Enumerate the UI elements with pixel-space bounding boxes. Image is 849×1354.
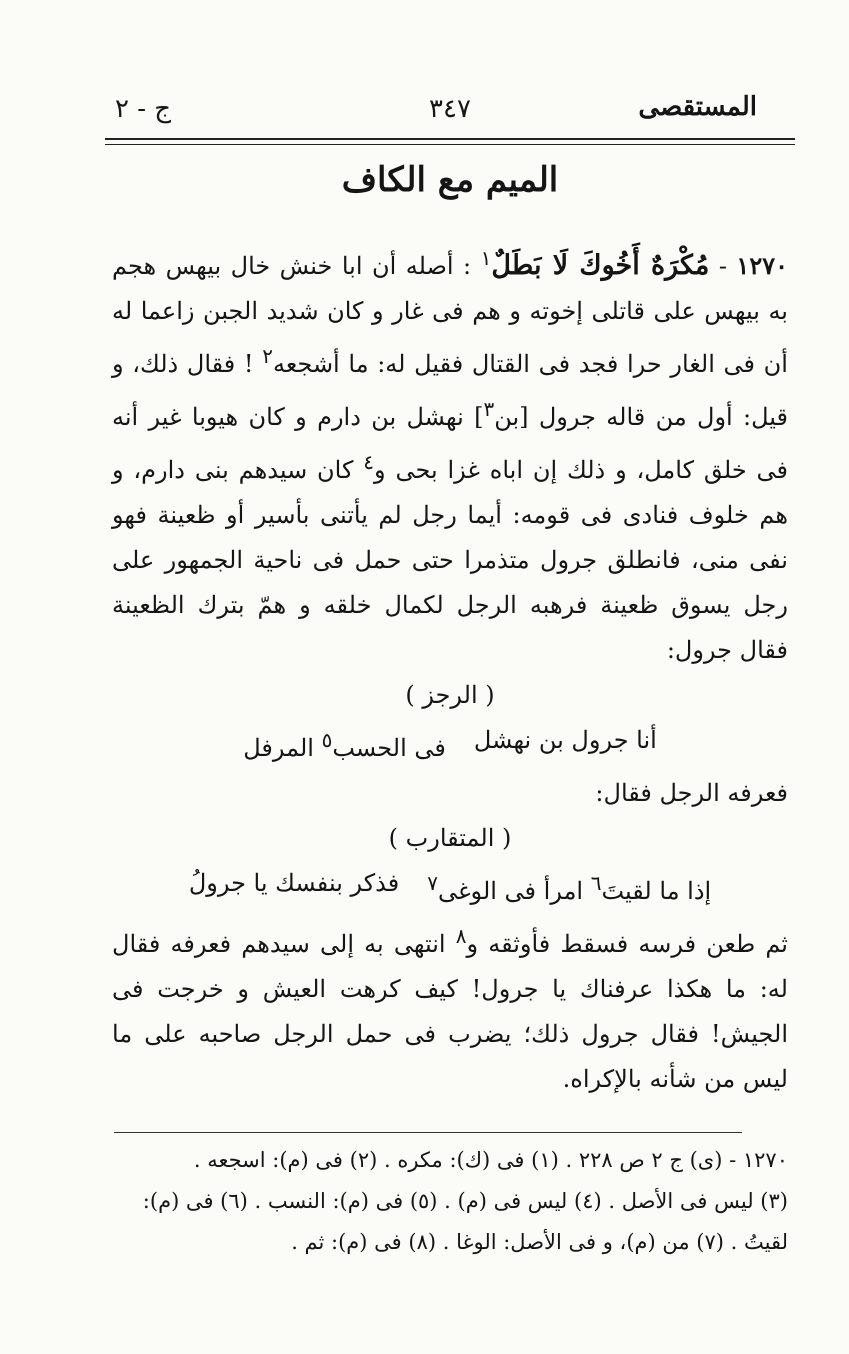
verse-text: المرفل <box>243 734 314 762</box>
header-rule-thick <box>105 138 795 140</box>
verse-text: إذا ما لقيتَ <box>601 877 712 905</box>
note-marker-8: ٨ <box>455 924 467 948</box>
book-title: المستقصى <box>638 92 757 122</box>
verse-hemistich-first <box>427 861 711 914</box>
entry-text: انتهى به إلى سيدهم فعرفه فقال له: ما هكذا عرفناك يا جرول! كيف كرهت العيش و خرجت فى الجيش! فقال جرول ذلك؛ يضرب فى حمل الرجل صاحبه على ما ليس من شأنه بالإكراه. <box>112 930 788 1093</box>
verse-hemistich-second <box>243 718 446 771</box>
entry-text: ] نهشل بن دارم و كان هيوبا غير أنه فى خلق كامل، و ذلك إن اباه غزا بحى و <box>112 403 788 484</box>
entry-text: : أصله أن ابا خنش خال بيهس هجم به بيهس على قاتلى إخوته و هم فى غار و كان شديد الجبن زاعما له أن فى الغار حرا فجد فى القتال فقيل له: ما أشجعه <box>112 252 788 378</box>
volume-label: ج - ٢ <box>115 94 172 124</box>
note-marker-4: ٤ <box>363 450 375 474</box>
entry-paragraph: فعرفه الرجل فقال: <box>595 779 788 807</box>
verse-hemistich-second: فذكر بنفسك يا جرولُ <box>188 869 400 897</box>
meter-label: ( المتقارب ) <box>388 824 512 852</box>
footnote-rule <box>114 1132 742 1133</box>
section-title: الميم مع الكاف <box>341 160 559 200</box>
meter-label: ( الرجز ) <box>405 681 495 709</box>
page-number: ٣٤٧ <box>429 94 471 124</box>
proverb-headword: مُكْرَهٌ أَخُوكَ لَا بَطَلٌ <box>491 250 710 281</box>
note-marker-7: ٧ <box>427 871 438 895</box>
entry-text: ! فقال ذلك، و قيل: أول من قاله جرول [بن <box>112 350 789 431</box>
entry-paragraph <box>112 914 788 1102</box>
verse-hemistich-first: أنا جرول بن نهشل <box>473 726 657 754</box>
note-marker-6: ٦ <box>590 871 602 895</box>
entry-text: ثم طعن فرسه فسقط فأوثقه و <box>466 930 788 958</box>
running-header <box>105 88 795 132</box>
note-marker-2: ٢ <box>262 344 273 368</box>
note-marker-3: ٣ <box>483 397 495 421</box>
footnotes <box>112 1140 788 1263</box>
note-marker-5: ٥ <box>321 728 333 752</box>
entry-number: ١٢٧٠ <box>736 251 788 280</box>
entry-paragraph: ١٢٧٠ - مُكْرَهٌ أَخُوكَ لَا بَطَلٌ$^١$ : أصله أن ابا خنش خال بيهس هجم به بيهس على قاتلى إخوته و هم فى غار و كان شديد الجبن زاعما له أن فى الغار حرا فجد فى القتال فقيل له: ما أشجعه$^٢$ ! فقال ذلك، و قيل: أول من قاله جرول [بن$^٣$] نهشل بن دارم و كان هيوبا غير أنه فى خلق كامل، و ذلك إن اباه غزا بحى و$^٤$ كان سيدهم بنى دارم، و هم خلوف فنادى فى قومه: أيما رجل لم يأتنى بأسير أو ظعينة فهو نفى منى، فانطلق جرول متذمرا حتى حمل فى ناحية الجمهور على رجل يسوق ظعينة فرهبه الرجل لكمال خلقه و همّ بترك الظعينة فقال جرول: <box>112 246 789 664</box>
verse-line <box>112 718 788 771</box>
footnote-line: ١٢٧٠ - (ى) ج ٢ ص ٢٢٨ . (١) فى (ك): مكره . (٢) فى (م): اسجعه . <box>193 1148 788 1172</box>
entry-text: كان سيدهم بنى دارم، و هم خلوف فنادى فى قومه: أيما رجل لم يأتنى بأسير أو ظعينة فهو نفى منى، فانطلق جرول متذمرا حتى حمل فى ناحية الجمهور على رجل يسوق ظعينة فرهبه الرجل لكمال خلقه و همّ بترك الظعينة فقال جرول: <box>112 456 788 664</box>
verse-text: فى الحسب <box>332 734 446 762</box>
entry-body <box>112 236 788 1102</box>
header-rule-thin <box>105 144 795 145</box>
note-marker-1: ١ <box>480 246 492 270</box>
verse-line <box>112 861 788 914</box>
footnote-line: لقيتُ . (٧) من (م)، و فى الأصل: الوغا . (٨) فى (م): ثم . <box>291 1230 788 1254</box>
verse-text: امرأ فى الوغى <box>437 877 584 905</box>
footnote-line: (٣) ليس فى الأصل . (٤) ليس فى (م) . (٥) فى (م): النسب . (٦) فى (م): <box>142 1189 788 1213</box>
